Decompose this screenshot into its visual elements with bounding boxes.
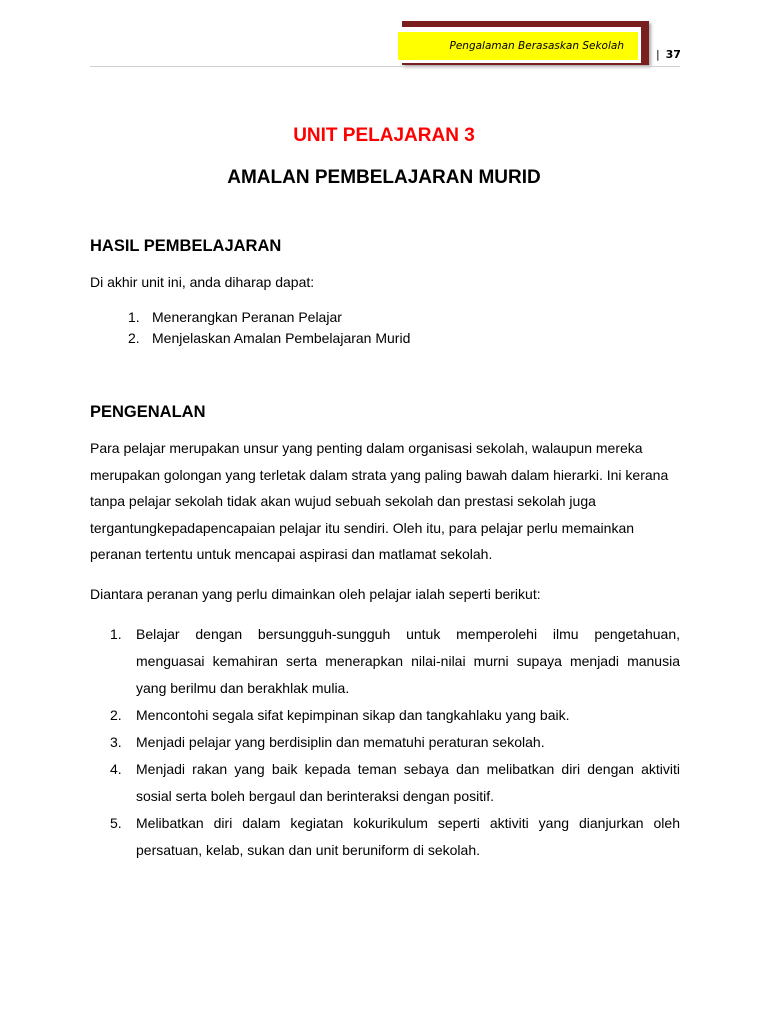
list-item-text: Melibatkan diri dalam kegiatan kokurikulum seperti aktiviti yang dianjurkan oleh persatuan, kelab, sukan dan unit beruniform di sekolah. xyxy=(136,815,680,858)
list-item-number: 1. xyxy=(128,309,140,325)
list-item xyxy=(110,702,680,729)
header-divider xyxy=(90,66,680,67)
list-item-number: 5. xyxy=(110,815,122,831)
list-item-number: 1. xyxy=(110,626,122,642)
header-highlight xyxy=(398,32,638,60)
list-item xyxy=(128,328,410,349)
list-item-text: Belajar dengan bersungguh-sungguh untuk memperolehi ilmu pengetahuan, menguasai kemahiran serta menerapkan nilai-nilai murni supaya menjadi manusia yang berilmu dan berakhlak mulia. xyxy=(136,626,680,696)
list-item-text: Menerangkan Peranan Pelajar xyxy=(152,309,342,325)
roles-intro: Diantara peranan yang perlu dimainkan oleh pelajar ialah seperti berikut: xyxy=(90,586,541,602)
unit-title: UNIT PELAJARAN 3 xyxy=(293,125,475,146)
learning-outcomes-intro: Di akhir unit ini, anda diharap dapat: xyxy=(90,274,315,290)
list-item-number: 3. xyxy=(110,734,122,750)
list-item-text: Menjadi rakan yang baik kepada teman sebaya dan melibatkan diri dengan aktiviti sosial serta boleh bergaul dan berinteraksi dengan positif. xyxy=(136,761,680,804)
introduction-heading: PENGENALAN xyxy=(90,403,206,421)
list-item-number: 2. xyxy=(128,330,140,346)
introduction-paragraph: Para pelajar merupakan unsur yang penting dalam organisasi sekolah, walaupun mereka merupakan golongan yang terletak dalam strata yang paling bawah dalam hierarki. Ini kerana tanpa pelajar sekolah tidak akan wujud sebuah sekolah dan prestasi sekolah juga tergantungkepadapencapaian pelajar itu sendiri. Oleh itu, para pelajar perlu memainkan peranan tertentu untuk mencapai aspirasi dan matlamat sekolah. xyxy=(90,440,669,562)
list-item-text: Menjelaskan Amalan Pembelajaran Murid xyxy=(152,330,411,346)
list-item-number: 2. xyxy=(110,707,122,723)
page-separator: | xyxy=(656,48,660,61)
list-item xyxy=(110,810,680,864)
list-item xyxy=(110,621,680,702)
list-item xyxy=(110,756,680,810)
list-item-number: 4. xyxy=(110,761,122,777)
learning-outcomes-list xyxy=(128,307,410,349)
page-number xyxy=(656,48,681,61)
list-item xyxy=(110,729,680,756)
roles-list xyxy=(110,621,680,864)
list-item xyxy=(128,307,410,328)
list-item-text: Mencontohi segala sifat kepimpinan sikap dan tangkahlaku yang baik. xyxy=(136,707,570,723)
main-title: AMALAN PEMBELAJARAN MURID xyxy=(227,167,541,188)
learning-outcomes-heading: HASIL PEMBELAJARAN xyxy=(90,237,282,255)
page-number-value: 37 xyxy=(665,48,681,61)
list-item-text: Menjadi pelajar yang berdisiplin dan mematuhi peraturan sekolah. xyxy=(136,734,545,750)
running-header-title: Pengalaman Berasaskan Sekolah xyxy=(449,40,624,52)
